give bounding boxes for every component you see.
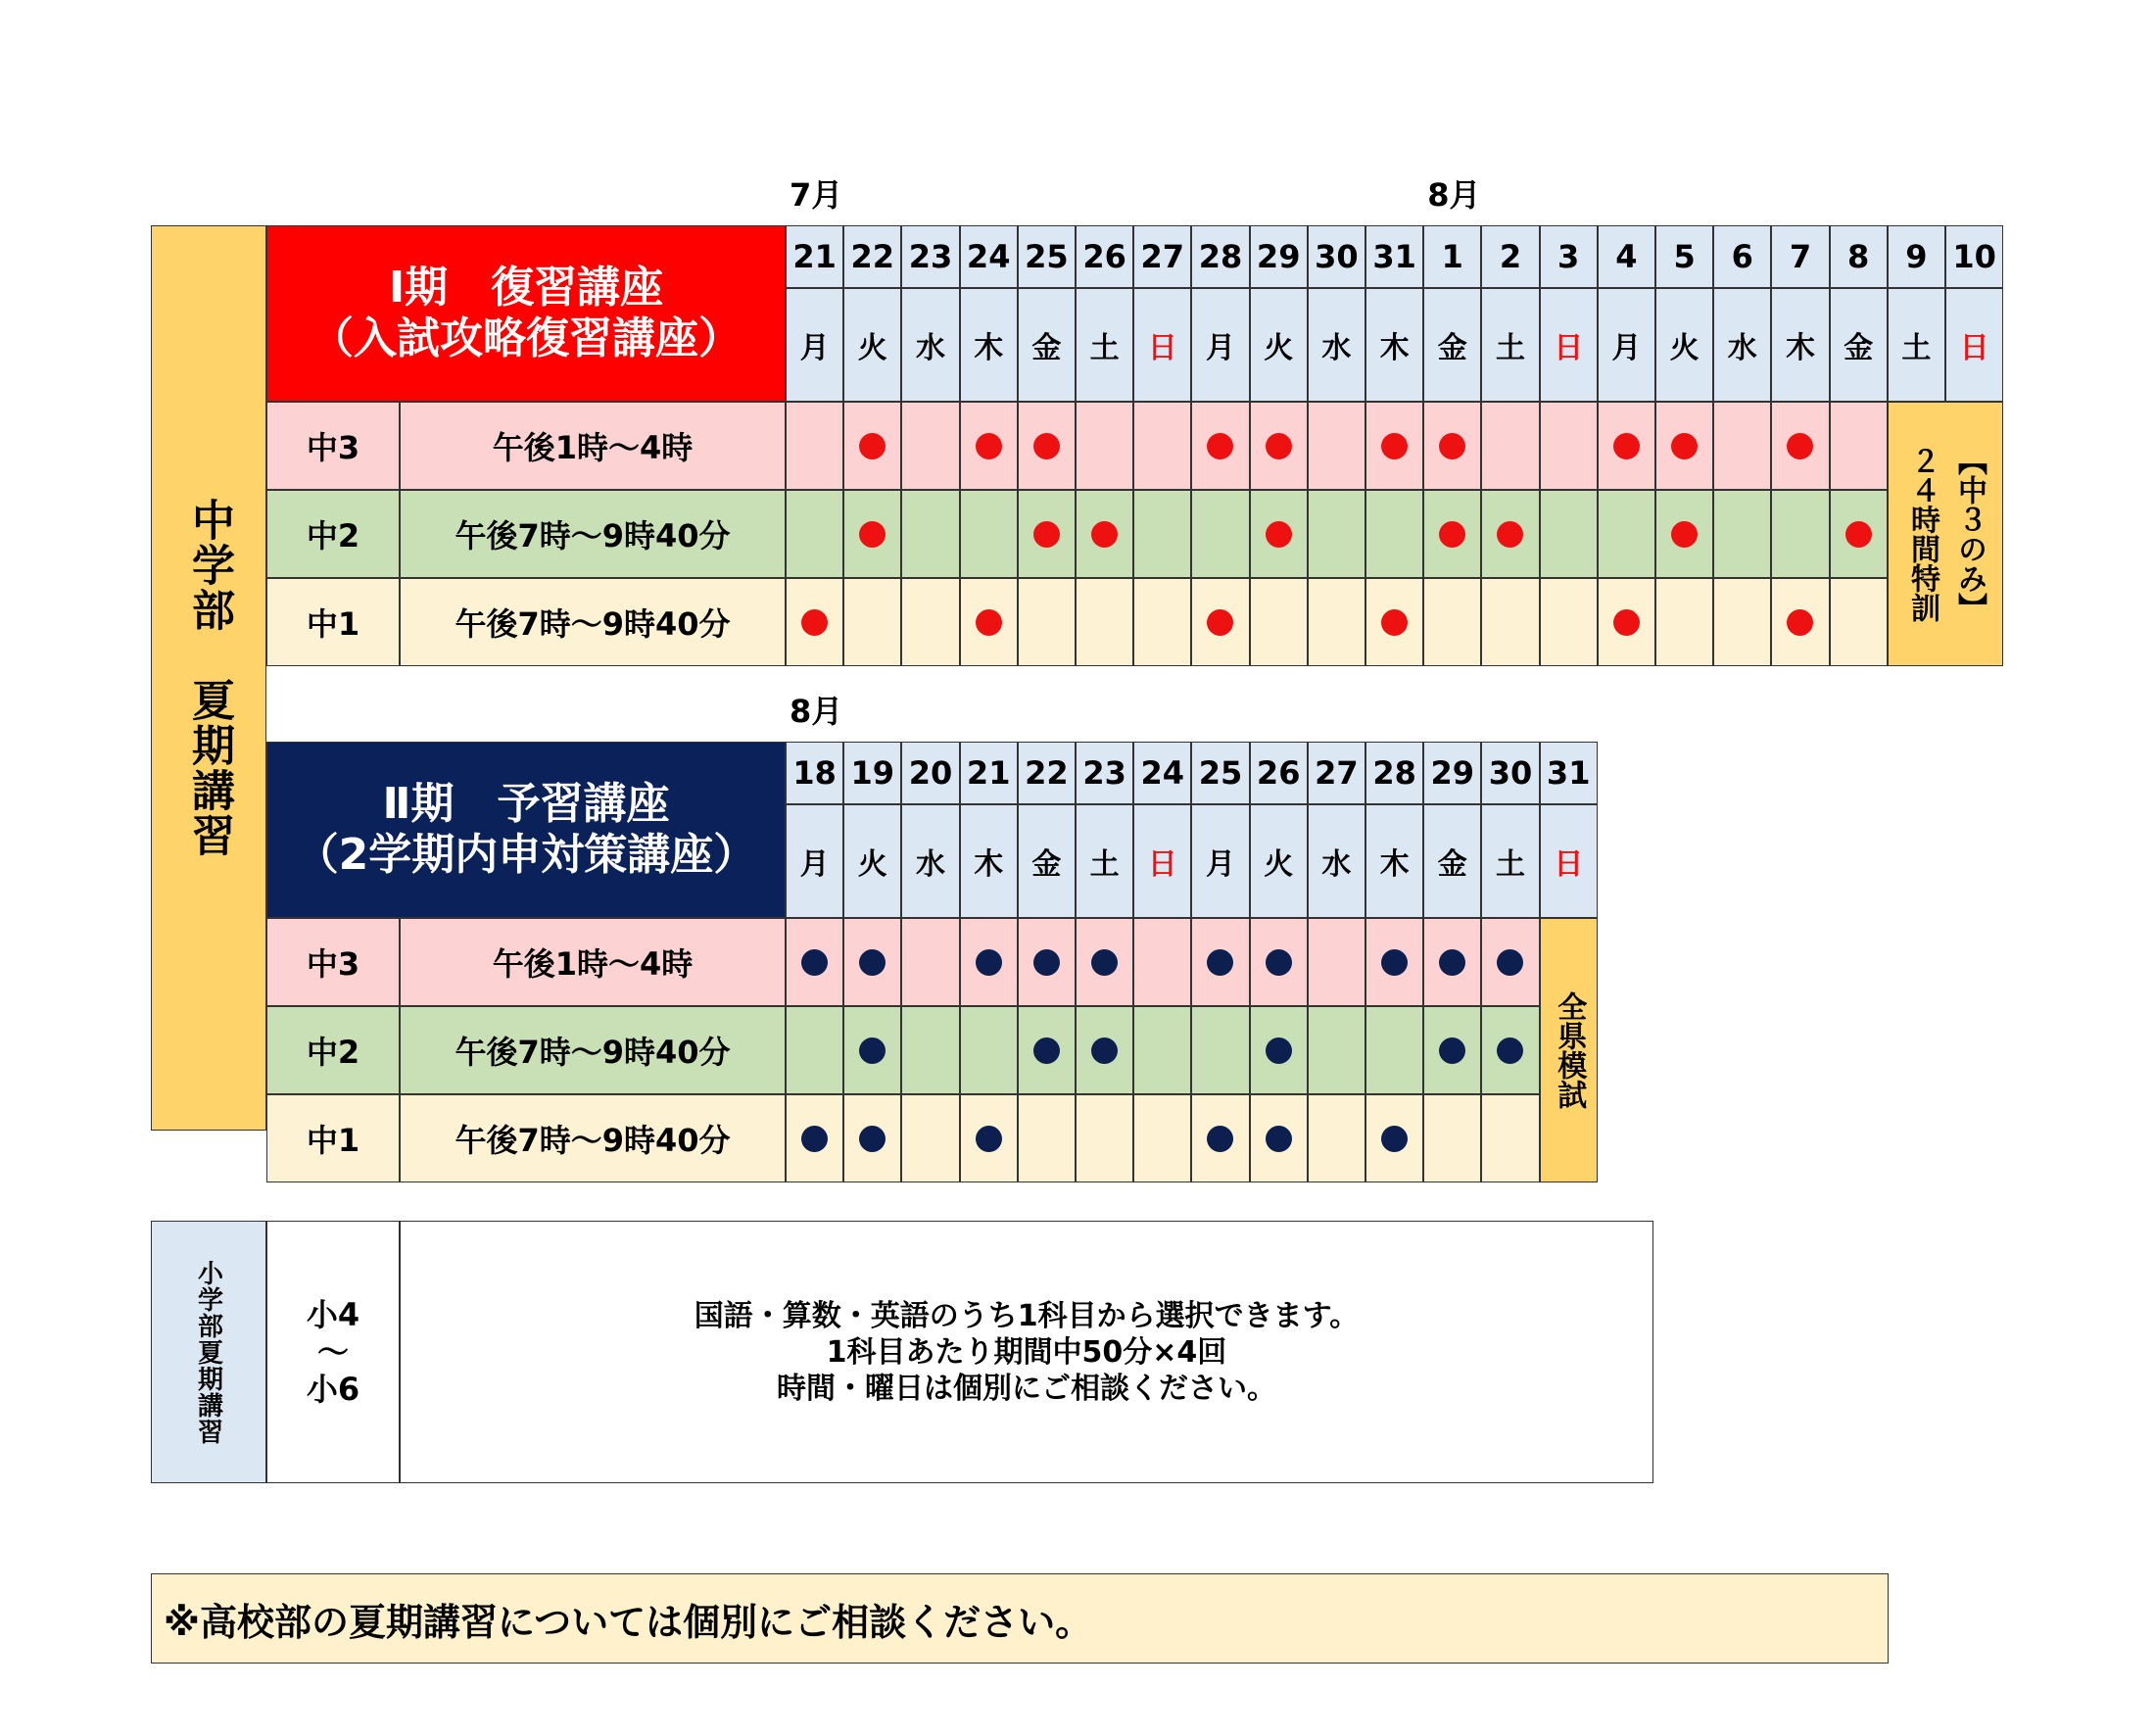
session-dot xyxy=(1381,949,1408,976)
period1-schedule-cell xyxy=(960,490,1018,578)
period2-day-header: 26 xyxy=(1250,742,1308,804)
period1-schedule-cell xyxy=(1308,490,1365,578)
session-dot xyxy=(1497,1037,1523,1064)
period1-schedule-cell xyxy=(1423,578,1481,666)
period1-schedule-cell xyxy=(786,490,843,578)
period1-schedule-cell xyxy=(1308,578,1365,666)
period2-schedule-cell xyxy=(1076,918,1133,1006)
elementary-side-label: 小学部夏期講習 xyxy=(193,1259,223,1445)
period1-title-line-1: Ⅰ期 復習講座 xyxy=(388,263,664,313)
period1-weekday-header: 土 xyxy=(1076,288,1133,402)
period2-schedule-cell xyxy=(1191,1094,1249,1182)
period2-schedule-cell xyxy=(901,918,959,1006)
session-dot xyxy=(1033,949,1060,976)
period1-schedule-cell xyxy=(1018,402,1076,490)
period1-weekday-header: 木 xyxy=(1771,288,1829,402)
period2-schedule-cell xyxy=(960,1006,1018,1094)
period1-schedule-cell xyxy=(1365,578,1423,666)
session-dot xyxy=(976,609,1002,636)
period1-schedule-cell xyxy=(1365,402,1423,490)
period1-weekday-header: 土 xyxy=(1888,288,1945,402)
period2-grade-cell: 中1 xyxy=(266,1094,400,1182)
period2-day-header: 29 xyxy=(1423,742,1481,804)
period2-day-header: 28 xyxy=(1365,742,1423,804)
period1-schedule-cell xyxy=(1423,402,1481,490)
period2-day-header: 31 xyxy=(1540,742,1598,804)
period1-weekday-header: 木 xyxy=(960,288,1018,402)
period2-schedule-cell xyxy=(786,918,843,1006)
period2-title-line-1: Ⅱ期 予習講座 xyxy=(382,779,670,829)
period2-schedule-cell xyxy=(1250,918,1308,1006)
period1-day-header: 27 xyxy=(1133,225,1191,288)
period1-schedule-cell xyxy=(901,402,959,490)
period2-schedule-cell xyxy=(1423,1094,1481,1182)
period1-day-header: 5 xyxy=(1655,225,1713,288)
period2-weekday-header: 土 xyxy=(1481,804,1539,918)
period2-time-cell: 午後7時～9時40分 xyxy=(400,1006,786,1094)
period2-schedule-cell xyxy=(786,1094,843,1182)
period1-day-header: 6 xyxy=(1713,225,1771,288)
period1-time-cell: 午後7時～9時40分 xyxy=(400,578,786,666)
session-dot xyxy=(801,609,828,636)
period1-schedule-cell xyxy=(1713,490,1771,578)
session-dot xyxy=(976,1126,1002,1152)
period1-schedule-cell xyxy=(1540,490,1598,578)
period2-weekday-header: 金 xyxy=(1018,804,1076,918)
period1-schedule-cell xyxy=(1250,402,1308,490)
period2-schedule-cell xyxy=(843,1094,901,1182)
period2-day-header: 21 xyxy=(960,742,1018,804)
period2-weekday-header: 木 xyxy=(960,804,1018,918)
period1-weekday-header: 月 xyxy=(1598,288,1655,402)
period1-schedule-cell xyxy=(1076,402,1133,490)
period2-schedule-cell xyxy=(960,918,1018,1006)
elementary-grade-separator: ～ xyxy=(316,1333,349,1371)
period1-day-header: 29 xyxy=(1250,225,1308,288)
period2-weekday-header: 月 xyxy=(1191,804,1249,918)
period2-day-header: 27 xyxy=(1308,742,1365,804)
period2-special-note: 全県模試 xyxy=(1552,991,1587,1109)
session-dot xyxy=(1266,521,1292,548)
period2-special-note-cell xyxy=(1540,918,1598,1182)
period1-schedule-cell xyxy=(1598,578,1655,666)
period2-schedule-cell xyxy=(960,1094,1018,1182)
period1-schedule-cell xyxy=(1191,490,1249,578)
period2-weekday-header: 日 xyxy=(1540,804,1598,918)
session-dot xyxy=(1266,949,1292,976)
period1-schedule-cell xyxy=(1423,490,1481,578)
period1-day-header: 2 xyxy=(1481,225,1539,288)
period2-schedule-cell xyxy=(1308,918,1365,1006)
period1-month-label: 8月 xyxy=(1427,176,1481,214)
period1-day-header: 21 xyxy=(786,225,843,288)
period2-schedule-cell xyxy=(1250,1006,1308,1094)
period2-schedule-cell xyxy=(1250,1094,1308,1182)
period1-special-note-cell xyxy=(1888,402,2003,666)
period2-title-line-2: （2学期内申対策講座） xyxy=(295,830,757,880)
high-school-note-box xyxy=(151,1573,1889,1664)
period1-schedule-cell xyxy=(1771,402,1829,490)
period2-day-header: 23 xyxy=(1076,742,1133,804)
period1-schedule-cell xyxy=(901,490,959,578)
period1-title-block xyxy=(266,225,786,402)
session-dot xyxy=(1091,521,1118,548)
session-dot xyxy=(1207,609,1233,636)
period2-title-block xyxy=(266,742,786,918)
period2-schedule-cell xyxy=(901,1094,959,1182)
period1-schedule-cell xyxy=(1365,490,1423,578)
period1-day-header: 23 xyxy=(901,225,959,288)
period2-weekday-header: 火 xyxy=(1250,804,1308,918)
period2-day-header: 30 xyxy=(1481,742,1539,804)
period1-grade-cell: 中1 xyxy=(266,578,400,666)
session-dot xyxy=(1091,949,1118,976)
period1-schedule-cell xyxy=(1481,402,1539,490)
period2-schedule-cell xyxy=(1481,1094,1539,1182)
period2-schedule-cell xyxy=(1423,918,1481,1006)
session-dot xyxy=(1787,433,1813,459)
session-dot xyxy=(1207,1126,1233,1152)
period2-schedule-cell xyxy=(1018,918,1076,1006)
period1-schedule-cell xyxy=(786,402,843,490)
period1-weekday-header: 火 xyxy=(1655,288,1713,402)
high-school-note: ※高校部の夏期講習については個別にご相談ください。 xyxy=(164,1600,1093,1644)
period1-month-label: 7月 xyxy=(790,176,843,214)
period1-time-cell: 午後7時～9時40分 xyxy=(400,490,786,578)
period1-weekday-header: 水 xyxy=(1308,288,1365,402)
period1-schedule-cell xyxy=(1018,490,1076,578)
session-dot xyxy=(1439,521,1465,548)
period2-schedule-cell xyxy=(1133,1094,1191,1182)
session-dot xyxy=(1787,609,1813,636)
period2-weekday-header: 月 xyxy=(786,804,843,918)
period2-schedule-cell xyxy=(1076,1094,1133,1182)
period1-grade-cell: 中3 xyxy=(266,402,400,490)
period2-schedule-cell xyxy=(1481,1006,1539,1094)
period1-schedule-cell xyxy=(1830,402,1888,490)
period1-time-cell: 午後1時～4時 xyxy=(400,402,786,490)
session-dot xyxy=(1381,1126,1408,1152)
session-dot xyxy=(1033,521,1060,548)
period1-schedule-cell xyxy=(1076,490,1133,578)
period1-weekday-header: 日 xyxy=(1133,288,1191,402)
period1-schedule-cell xyxy=(1830,578,1888,666)
period1-day-header: 24 xyxy=(960,225,1018,288)
session-dot xyxy=(976,949,1002,976)
session-dot xyxy=(1439,1037,1465,1064)
period2-schedule-cell xyxy=(1133,918,1191,1006)
session-dot xyxy=(1497,949,1523,976)
elementary-line-1: 国語・算数・英語のうち1科目から選択できます。 xyxy=(694,1298,1360,1333)
period1-schedule-cell xyxy=(843,490,901,578)
period1-schedule-cell xyxy=(843,578,901,666)
period1-schedule-cell xyxy=(1133,402,1191,490)
session-dot xyxy=(1207,433,1233,459)
period2-month-label: 8月 xyxy=(790,693,843,730)
period2-schedule-cell xyxy=(1018,1094,1076,1182)
period1-schedule-cell xyxy=(1655,578,1713,666)
session-dot xyxy=(1266,1126,1292,1152)
period1-weekday-header: 水 xyxy=(1713,288,1771,402)
period1-schedule-cell xyxy=(1598,490,1655,578)
period1-schedule-cell xyxy=(1540,578,1598,666)
period2-time-cell: 午後1時～4時 xyxy=(400,918,786,1006)
period1-schedule-cell xyxy=(1191,578,1249,666)
period2-schedule-cell xyxy=(1133,1006,1191,1094)
period2-schedule-cell xyxy=(1365,918,1423,1006)
period1-schedule-cell xyxy=(1076,578,1133,666)
period2-schedule-cell xyxy=(1018,1006,1076,1094)
period1-weekday-header: 金 xyxy=(1830,288,1888,402)
session-dot xyxy=(1266,1037,1292,1064)
elementary-side-label-cell xyxy=(151,1221,266,1483)
period2-day-header: 24 xyxy=(1133,742,1191,804)
period1-schedule-cell xyxy=(1018,578,1076,666)
session-dot xyxy=(801,949,828,976)
period1-day-header: 3 xyxy=(1540,225,1598,288)
period2-grade-cell: 中2 xyxy=(266,1006,400,1094)
period1-schedule-cell xyxy=(1830,490,1888,578)
session-dot xyxy=(1613,433,1640,459)
period1-schedule-cell xyxy=(1481,578,1539,666)
period1-schedule-cell xyxy=(786,578,843,666)
period1-schedule-cell xyxy=(1540,402,1598,490)
period1-schedule-cell xyxy=(1481,490,1539,578)
junior-high-side-label: 中学部 夏期講習 xyxy=(184,498,234,858)
period1-weekday-header: 日 xyxy=(1540,288,1598,402)
session-dot xyxy=(1439,949,1465,976)
period1-day-header: 1 xyxy=(1423,225,1481,288)
period1-weekday-header: 月 xyxy=(786,288,843,402)
period1-schedule-cell xyxy=(901,578,959,666)
period1-schedule-cell xyxy=(1771,490,1829,578)
session-dot xyxy=(1033,1037,1060,1064)
period1-weekday-header: 木 xyxy=(1365,288,1423,402)
period1-schedule-cell xyxy=(1250,490,1308,578)
junior-high-side-label-cell xyxy=(151,225,266,1131)
period2-weekday-header: 日 xyxy=(1133,804,1191,918)
session-dot xyxy=(859,949,886,976)
session-dot xyxy=(1381,433,1408,459)
period1-weekday-header: 土 xyxy=(1481,288,1539,402)
period2-schedule-cell xyxy=(1365,1094,1423,1182)
period1-day-header: 28 xyxy=(1191,225,1249,288)
period1-schedule-cell xyxy=(1655,402,1713,490)
elementary-grade-from: 小4 xyxy=(306,1296,360,1333)
elementary-description-cell xyxy=(400,1221,1653,1483)
period1-schedule-cell xyxy=(1133,578,1191,666)
period2-schedule-cell xyxy=(843,918,901,1006)
period1-schedule-cell xyxy=(1250,578,1308,666)
period1-day-header: 4 xyxy=(1598,225,1655,288)
period2-weekday-header: 土 xyxy=(1076,804,1133,918)
session-dot xyxy=(859,521,886,548)
period2-schedule-cell xyxy=(786,1006,843,1094)
period2-schedule-cell xyxy=(1481,918,1539,1006)
period1-weekday-header: 水 xyxy=(901,288,959,402)
period1-day-header: 31 xyxy=(1365,225,1423,288)
period1-weekday-header: 火 xyxy=(843,288,901,402)
session-dot xyxy=(1671,521,1698,548)
period1-weekday-header: 火 xyxy=(1250,288,1308,402)
period1-special-note-line: 【中３のみ】 xyxy=(1951,446,1987,622)
session-dot xyxy=(976,433,1002,459)
period2-day-header: 18 xyxy=(786,742,843,804)
period1-special-note-line: ２４時間特訓 xyxy=(1904,446,1940,622)
period2-weekday-header: 火 xyxy=(843,804,901,918)
period2-grade-cell: 中3 xyxy=(266,918,400,1006)
period2-day-header: 25 xyxy=(1191,742,1249,804)
period2-weekday-header: 木 xyxy=(1365,804,1423,918)
period1-day-header: 26 xyxy=(1076,225,1133,288)
session-dot xyxy=(859,1037,886,1064)
period1-schedule-cell xyxy=(1713,578,1771,666)
session-dot xyxy=(1439,433,1465,459)
period1-weekday-header: 日 xyxy=(1945,288,2003,402)
period1-grade-cell: 中2 xyxy=(266,490,400,578)
period2-schedule-cell xyxy=(1191,918,1249,1006)
elementary-grade-cell xyxy=(266,1221,400,1483)
session-dot xyxy=(1207,949,1233,976)
period1-schedule-cell xyxy=(1771,578,1829,666)
period2-day-header: 20 xyxy=(901,742,959,804)
period2-day-header: 22 xyxy=(1018,742,1076,804)
session-dot xyxy=(1671,433,1698,459)
period1-day-header: 10 xyxy=(1945,225,2003,288)
session-dot xyxy=(1266,433,1292,459)
period2-day-header: 19 xyxy=(843,742,901,804)
session-dot xyxy=(801,1126,828,1152)
period2-schedule-cell xyxy=(1365,1006,1423,1094)
session-dot xyxy=(859,1126,886,1152)
period2-schedule-cell xyxy=(901,1006,959,1094)
elementary-line-2: 1科目あたり期間中50分×4回 xyxy=(826,1334,1227,1370)
period1-schedule-cell xyxy=(1133,490,1191,578)
period1-schedule-cell xyxy=(1598,402,1655,490)
period2-schedule-cell xyxy=(1308,1094,1365,1182)
period1-special-note xyxy=(1900,446,1990,622)
session-dot xyxy=(1381,609,1408,636)
period1-weekday-header: 金 xyxy=(1423,288,1481,402)
period1-schedule-cell xyxy=(843,402,901,490)
period2-schedule-cell xyxy=(1423,1006,1481,1094)
period2-schedule-cell xyxy=(1076,1006,1133,1094)
period1-schedule-cell xyxy=(960,402,1018,490)
period1-schedule-cell xyxy=(1308,402,1365,490)
session-dot xyxy=(1845,521,1872,548)
period1-schedule-cell xyxy=(960,578,1018,666)
period1-schedule-cell xyxy=(1655,490,1713,578)
period1-day-header: 7 xyxy=(1771,225,1829,288)
period2-schedule-cell xyxy=(843,1006,901,1094)
session-dot xyxy=(1091,1037,1118,1064)
session-dot xyxy=(859,433,886,459)
session-dot xyxy=(1613,609,1640,636)
period1-schedule-cell xyxy=(1713,402,1771,490)
period2-schedule-cell xyxy=(1191,1006,1249,1094)
period1-day-header: 30 xyxy=(1308,225,1365,288)
period1-day-header: 22 xyxy=(843,225,901,288)
session-dot xyxy=(1497,521,1523,548)
period2-weekday-header: 金 xyxy=(1423,804,1481,918)
period2-schedule-cell xyxy=(1308,1006,1365,1094)
elementary-line-3: 時間・曜日は個別にご相談ください。 xyxy=(777,1371,1276,1406)
period1-day-header: 9 xyxy=(1888,225,1945,288)
period2-weekday-header: 水 xyxy=(901,804,959,918)
period1-schedule-cell xyxy=(1191,402,1249,490)
period2-time-cell: 午後7時～9時40分 xyxy=(400,1094,786,1182)
elementary-grade-to: 小6 xyxy=(306,1371,360,1408)
period1-weekday-header: 月 xyxy=(1191,288,1249,402)
period1-title-line-2: （入試攻略復習講座） xyxy=(311,313,742,363)
period2-weekday-header: 水 xyxy=(1308,804,1365,918)
session-dot xyxy=(1033,433,1060,459)
period1-day-header: 25 xyxy=(1018,225,1076,288)
period1-day-header: 8 xyxy=(1830,225,1888,288)
period1-weekday-header: 金 xyxy=(1018,288,1076,402)
